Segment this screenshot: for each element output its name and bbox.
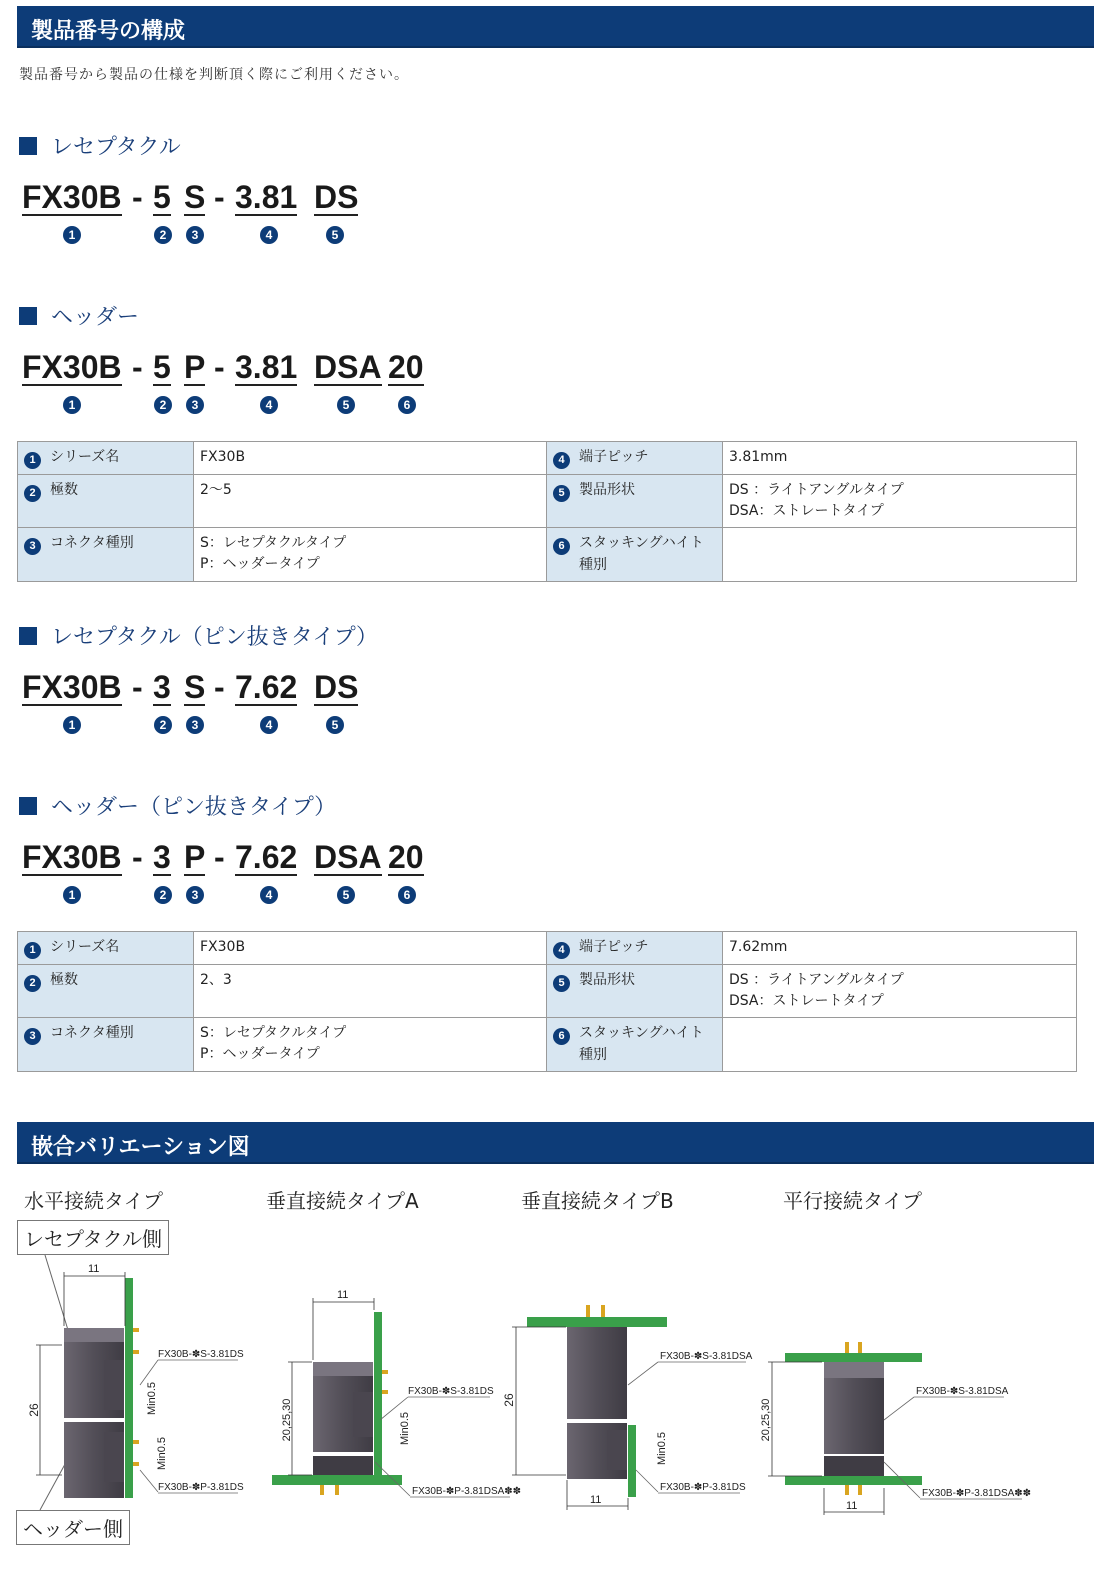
marker-6: 6 — [553, 1028, 570, 1045]
marker-4: 4 — [260, 886, 278, 904]
marker-5: 5 — [337, 396, 355, 414]
pn-dash: - — [214, 669, 225, 705]
spec-table-1 — [17, 441, 1077, 582]
table-row: 3 コネクタ種別 S：レセプタクルタイプ P：ヘッダータイプ 6 スタッキングハイト 種別 — [18, 1018, 1077, 1072]
svg-text:11: 11 — [88, 1263, 100, 1275]
diagram-horizontal — [27, 1255, 244, 1510]
pn-shape: DSA — [314, 839, 382, 875]
marker-5: 5 — [326, 716, 344, 734]
svg-text:FX30B-✽S-3.81DSA: FX30B-✽S-3.81DSA — [660, 1351, 753, 1362]
section-header-variations — [17, 1122, 1094, 1164]
marker-3: 3 — [186, 226, 204, 244]
marker-4: 4 — [260, 226, 278, 244]
pn-series: FX30B — [22, 349, 122, 385]
marker-5: 5 — [326, 226, 344, 244]
pn-dash: - — [214, 179, 225, 215]
marker-1: 1 — [63, 226, 81, 244]
pn-dash: - — [132, 669, 143, 705]
variation-title-vertical-b: 垂直接続タイプB — [521, 1189, 674, 1213]
svg-text:Min0.5: Min0.5 — [146, 1381, 158, 1415]
pn-stack-height: 20 — [388, 349, 424, 385]
square-bullet-icon — [19, 627, 37, 645]
pn-series: FX30B — [22, 669, 122, 705]
pn-shape: DSA — [314, 349, 382, 385]
marker-2: 2 — [24, 975, 41, 992]
pn-pitch: 7.62 — [235, 669, 298, 705]
square-bullet-icon — [19, 797, 37, 815]
receptacle-side-label: レセプタクル側 — [17, 1220, 169, 1255]
svg-text:11: 11 — [846, 1500, 858, 1512]
svg-text:FX30B-✽P-3.81DS: FX30B-✽P-3.81DS — [158, 1482, 244, 1493]
marker-3: 3 — [186, 886, 204, 904]
marker-2: 2 — [154, 226, 172, 244]
marker-1: 1 — [63, 886, 81, 904]
pn-stack-height: 20 — [388, 839, 424, 875]
svg-text:20,25,30: 20,25,30 — [281, 1398, 293, 1442]
svg-text:20,25,30: 20,25,30 — [760, 1398, 772, 1442]
marker-4: 4 — [553, 452, 570, 469]
pn-pitch: 3.81 — [235, 349, 298, 385]
pn-series: FX30B — [22, 839, 122, 875]
part-number-header-pinless — [22, 840, 462, 880]
marker-6: 6 — [398, 396, 416, 414]
pn-dash: - — [214, 839, 225, 875]
marker-5: 5 — [553, 975, 570, 992]
pn-pitch: 3.81 — [235, 179, 298, 215]
diagram-vertical-b — [502, 1305, 753, 1510]
marker-3: 3 — [186, 716, 204, 734]
part-number-receptacle-pinless — [22, 670, 442, 710]
marker-6: 6 — [553, 538, 570, 555]
pn-dash: - — [132, 349, 143, 385]
svg-text:Min0.5: Min0.5 — [656, 1431, 668, 1465]
table-row: 2 極数 2、3 5 製品形状 DS ：ライトアングルタイプ DSA：ストレートタイプ — [18, 965, 1077, 1018]
marker-3: 3 — [24, 1028, 41, 1045]
part-number-header — [22, 350, 462, 390]
table-row: 1 シリーズ名 FX30B 4 端子ピッチ 7.62mm — [18, 932, 1077, 965]
pn-series: FX30B — [22, 179, 122, 215]
pn-poles: 5 — [153, 179, 171, 215]
diagram-vertical-a — [272, 1289, 521, 1497]
pn-shape: DS — [314, 669, 359, 705]
mating-variation-diagrams — [0, 1242, 1113, 1572]
pn-dash: - — [214, 349, 225, 385]
marker-6: 6 — [398, 886, 416, 904]
marker-4: 4 — [260, 716, 278, 734]
marker-2: 2 — [24, 485, 41, 502]
square-bullet-icon — [19, 307, 37, 325]
marker-2: 2 — [154, 396, 172, 414]
spec-table-2 — [17, 931, 1077, 1072]
pn-poles: 3 — [153, 839, 171, 875]
svg-text:26: 26 — [27, 1403, 41, 1417]
marker-3: 3 — [186, 396, 204, 414]
pn-dash: - — [132, 179, 143, 215]
svg-text:FX30B-✽S-3.81DS: FX30B-✽S-3.81DS — [408, 1386, 494, 1397]
square-bullet-icon — [19, 137, 37, 155]
section-title: 嵌合バリエーション図 — [31, 1135, 250, 1160]
svg-text:FX30B-✽P-3.81DSA✽✽: FX30B-✽P-3.81DSA✽✽ — [922, 1488, 1032, 1499]
marker-2: 2 — [154, 886, 172, 904]
svg-text:Min0.5: Min0.5 — [399, 1411, 411, 1445]
svg-text:FX30B-✽S-3.81DS: FX30B-✽S-3.81DS — [158, 1349, 244, 1360]
pn-shape: DS — [314, 179, 359, 215]
pn-type: S — [184, 669, 206, 705]
marker-4: 4 — [553, 942, 570, 959]
marker-2: 2 — [154, 716, 172, 734]
svg-text:26: 26 — [502, 1393, 516, 1407]
svg-text:11: 11 — [590, 1494, 602, 1506]
svg-text:FX30B-✽S-3.81DSA: FX30B-✽S-3.81DSA — [916, 1386, 1009, 1397]
svg-text:FX30B-✽P-3.81DSA✽✽: FX30B-✽P-3.81DSA✽✽ — [412, 1486, 522, 1497]
marker-1: 1 — [63, 396, 81, 414]
marker-3: 3 — [24, 538, 41, 555]
table-row: 3 コネクタ種別 S：レセプタクルタイプ P：ヘッダータイプ 6 スタッキングハイト 種別 — [18, 528, 1077, 582]
variation-title-horizontal: 水平接続タイプ — [24, 1189, 163, 1213]
pn-type: P — [184, 349, 206, 385]
pn-type: S — [184, 179, 206, 215]
variation-title-vertical-a: 垂直接続タイプA — [266, 1189, 419, 1213]
svg-text:Min0.5: Min0.5 — [156, 1436, 168, 1470]
marker-5: 5 — [553, 485, 570, 502]
subhead-header-pinless: ヘッダー（ピン抜きタイプ） — [19, 790, 336, 821]
section-title: 製品番号の構成 — [31, 19, 186, 44]
variation-title-parallel: 平行接続タイプ — [783, 1189, 922, 1213]
diagram-parallel — [760, 1342, 1031, 1515]
pn-pitch: 7.62 — [235, 839, 298, 875]
intro-text: 製品番号から製品の仕様を判断頂く際にご利用ください。 — [19, 67, 409, 83]
pn-poles: 3 — [153, 669, 171, 705]
part-number-receptacle — [22, 180, 442, 220]
marker-1: 1 — [63, 716, 81, 734]
pn-type: P — [184, 839, 206, 875]
pn-dash: - — [132, 839, 143, 875]
table-row: 2 極数 2～5 5 製品形状 DS ：ライトアングルタイプ DSA：ストレートタイプ — [18, 475, 1077, 528]
marker-4: 4 — [260, 396, 278, 414]
subhead-receptacle: レセプタクル — [19, 130, 181, 161]
svg-text:FX30B-✽P-3.81DS: FX30B-✽P-3.81DS — [660, 1482, 746, 1493]
subhead-receptacle-pinless: レセプタクル（ピン抜きタイプ） — [19, 620, 378, 651]
subhead-header: ヘッダー — [19, 300, 139, 331]
section-header-config — [17, 6, 1094, 48]
marker-1: 1 — [24, 942, 41, 959]
marker-5: 5 — [337, 886, 355, 904]
svg-text:11: 11 — [337, 1289, 349, 1301]
marker-1: 1 — [24, 452, 41, 469]
pn-poles: 5 — [153, 349, 171, 385]
header-side-label: ヘッダー側 — [16, 1510, 130, 1545]
table-row: 1 シリーズ名 FX30B 4 端子ピッチ 3.81mm — [18, 442, 1077, 475]
